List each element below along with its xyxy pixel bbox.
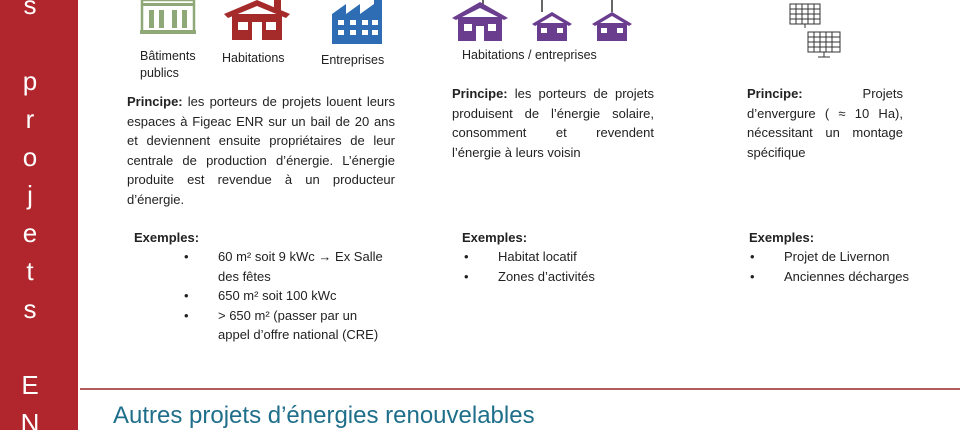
list-item	[750, 247, 950, 267]
sidebar-letter: p	[22, 66, 38, 96]
principe-text: Projets d’envergure ( ≈ 10 Ha), nécessitant un montage spécifique	[747, 86, 903, 160]
bullet-icon: •	[750, 249, 755, 264]
section-title: Autres projets d’énergies renouvelables	[113, 402, 535, 429]
examples-list-2	[464, 247, 664, 286]
principe-text: les porteurs de projets louent leurs espaces à Figeac ENR sur un bail de 20 ans et deviennent ensuite propriétaires de leur centrale de production d’énergie. L’énergie produite est revendue à un producteur d’énergie.	[127, 94, 395, 207]
list-item-text: Projet de Livernon	[784, 249, 890, 264]
factory-icon	[332, 0, 382, 44]
list-item	[464, 267, 664, 287]
sidebar-letter: o	[22, 142, 38, 172]
sidebar-letter: s	[23, 294, 37, 324]
section-divider	[80, 388, 960, 390]
bullet-icon: •	[184, 288, 189, 303]
principe-label: Principe:	[747, 86, 803, 101]
sidebar-letter: r	[25, 104, 35, 134]
bullet-icon: •	[750, 268, 755, 284]
examples-title-2: Exemples:	[462, 230, 528, 245]
icon-label-habitations: Habitations	[222, 51, 285, 65]
house-icon	[222, 0, 292, 40]
examples-list-1	[184, 247, 384, 345]
sidebar-letter: j	[27, 180, 33, 210]
bullet-icon: •	[184, 249, 189, 264]
sidebar	[0, 0, 78, 438]
icon-label-habitations-entreprises: Habitations / entreprises	[462, 48, 597, 62]
icon-label-batiments-publics: Bâtiments publics	[140, 49, 196, 80]
sidebar-vertical-title	[0, 0, 60, 442]
list-item-text: Anciennes décharges	[784, 268, 910, 284]
list-item-text: > 650 m² (passer par un appel d’offre national (CRE)	[218, 307, 379, 342]
bullet-icon: •	[464, 249, 469, 264]
sidebar-letter	[0, 24, 60, 62]
principe-label: Principe:	[452, 86, 508, 101]
list-item	[184, 247, 384, 286]
sidebar-letter: E	[21, 370, 39, 400]
examples-title-3: Exemples:	[749, 230, 815, 245]
list-item-text: 650 m² soit 100 kWc	[218, 288, 337, 303]
list-item	[184, 286, 384, 306]
list-item-text: Habitat locatif	[498, 249, 577, 264]
principe-label: Principe:	[127, 94, 183, 109]
list-item-text: Zones d’activités	[498, 268, 595, 284]
bullet-icon: •	[464, 268, 469, 284]
sidebar-letter: s	[23, 0, 37, 20]
list-item-text: 60 m² soit 9 kWc → Ex Salle des fêtes	[218, 249, 383, 284]
icon-label-entreprises: Entreprises	[321, 53, 385, 67]
sidebar-letter	[0, 328, 60, 366]
sidebar-letter: e	[22, 218, 38, 248]
examples-list-3	[750, 247, 950, 286]
principe-paragraph-2	[452, 84, 654, 162]
list-item	[464, 247, 664, 267]
houses-group-icon	[450, 0, 636, 44]
examples-title-1: Exemples:	[134, 230, 200, 245]
sidebar-letter: t	[26, 256, 34, 286]
principe-paragraph-3	[747, 84, 903, 162]
list-item	[750, 267, 950, 287]
list-item	[184, 306, 384, 345]
sidebar-letter: N	[20, 408, 40, 438]
public-building-icon	[140, 0, 196, 34]
solar-panels-icon	[786, 0, 846, 60]
principe-paragraph-1	[127, 92, 395, 209]
principe-text: les porteurs de projets produisent de l’énergie solaire, consomment et revendent l’énergie à leurs voisin	[452, 86, 654, 160]
bullet-icon: •	[184, 307, 189, 323]
